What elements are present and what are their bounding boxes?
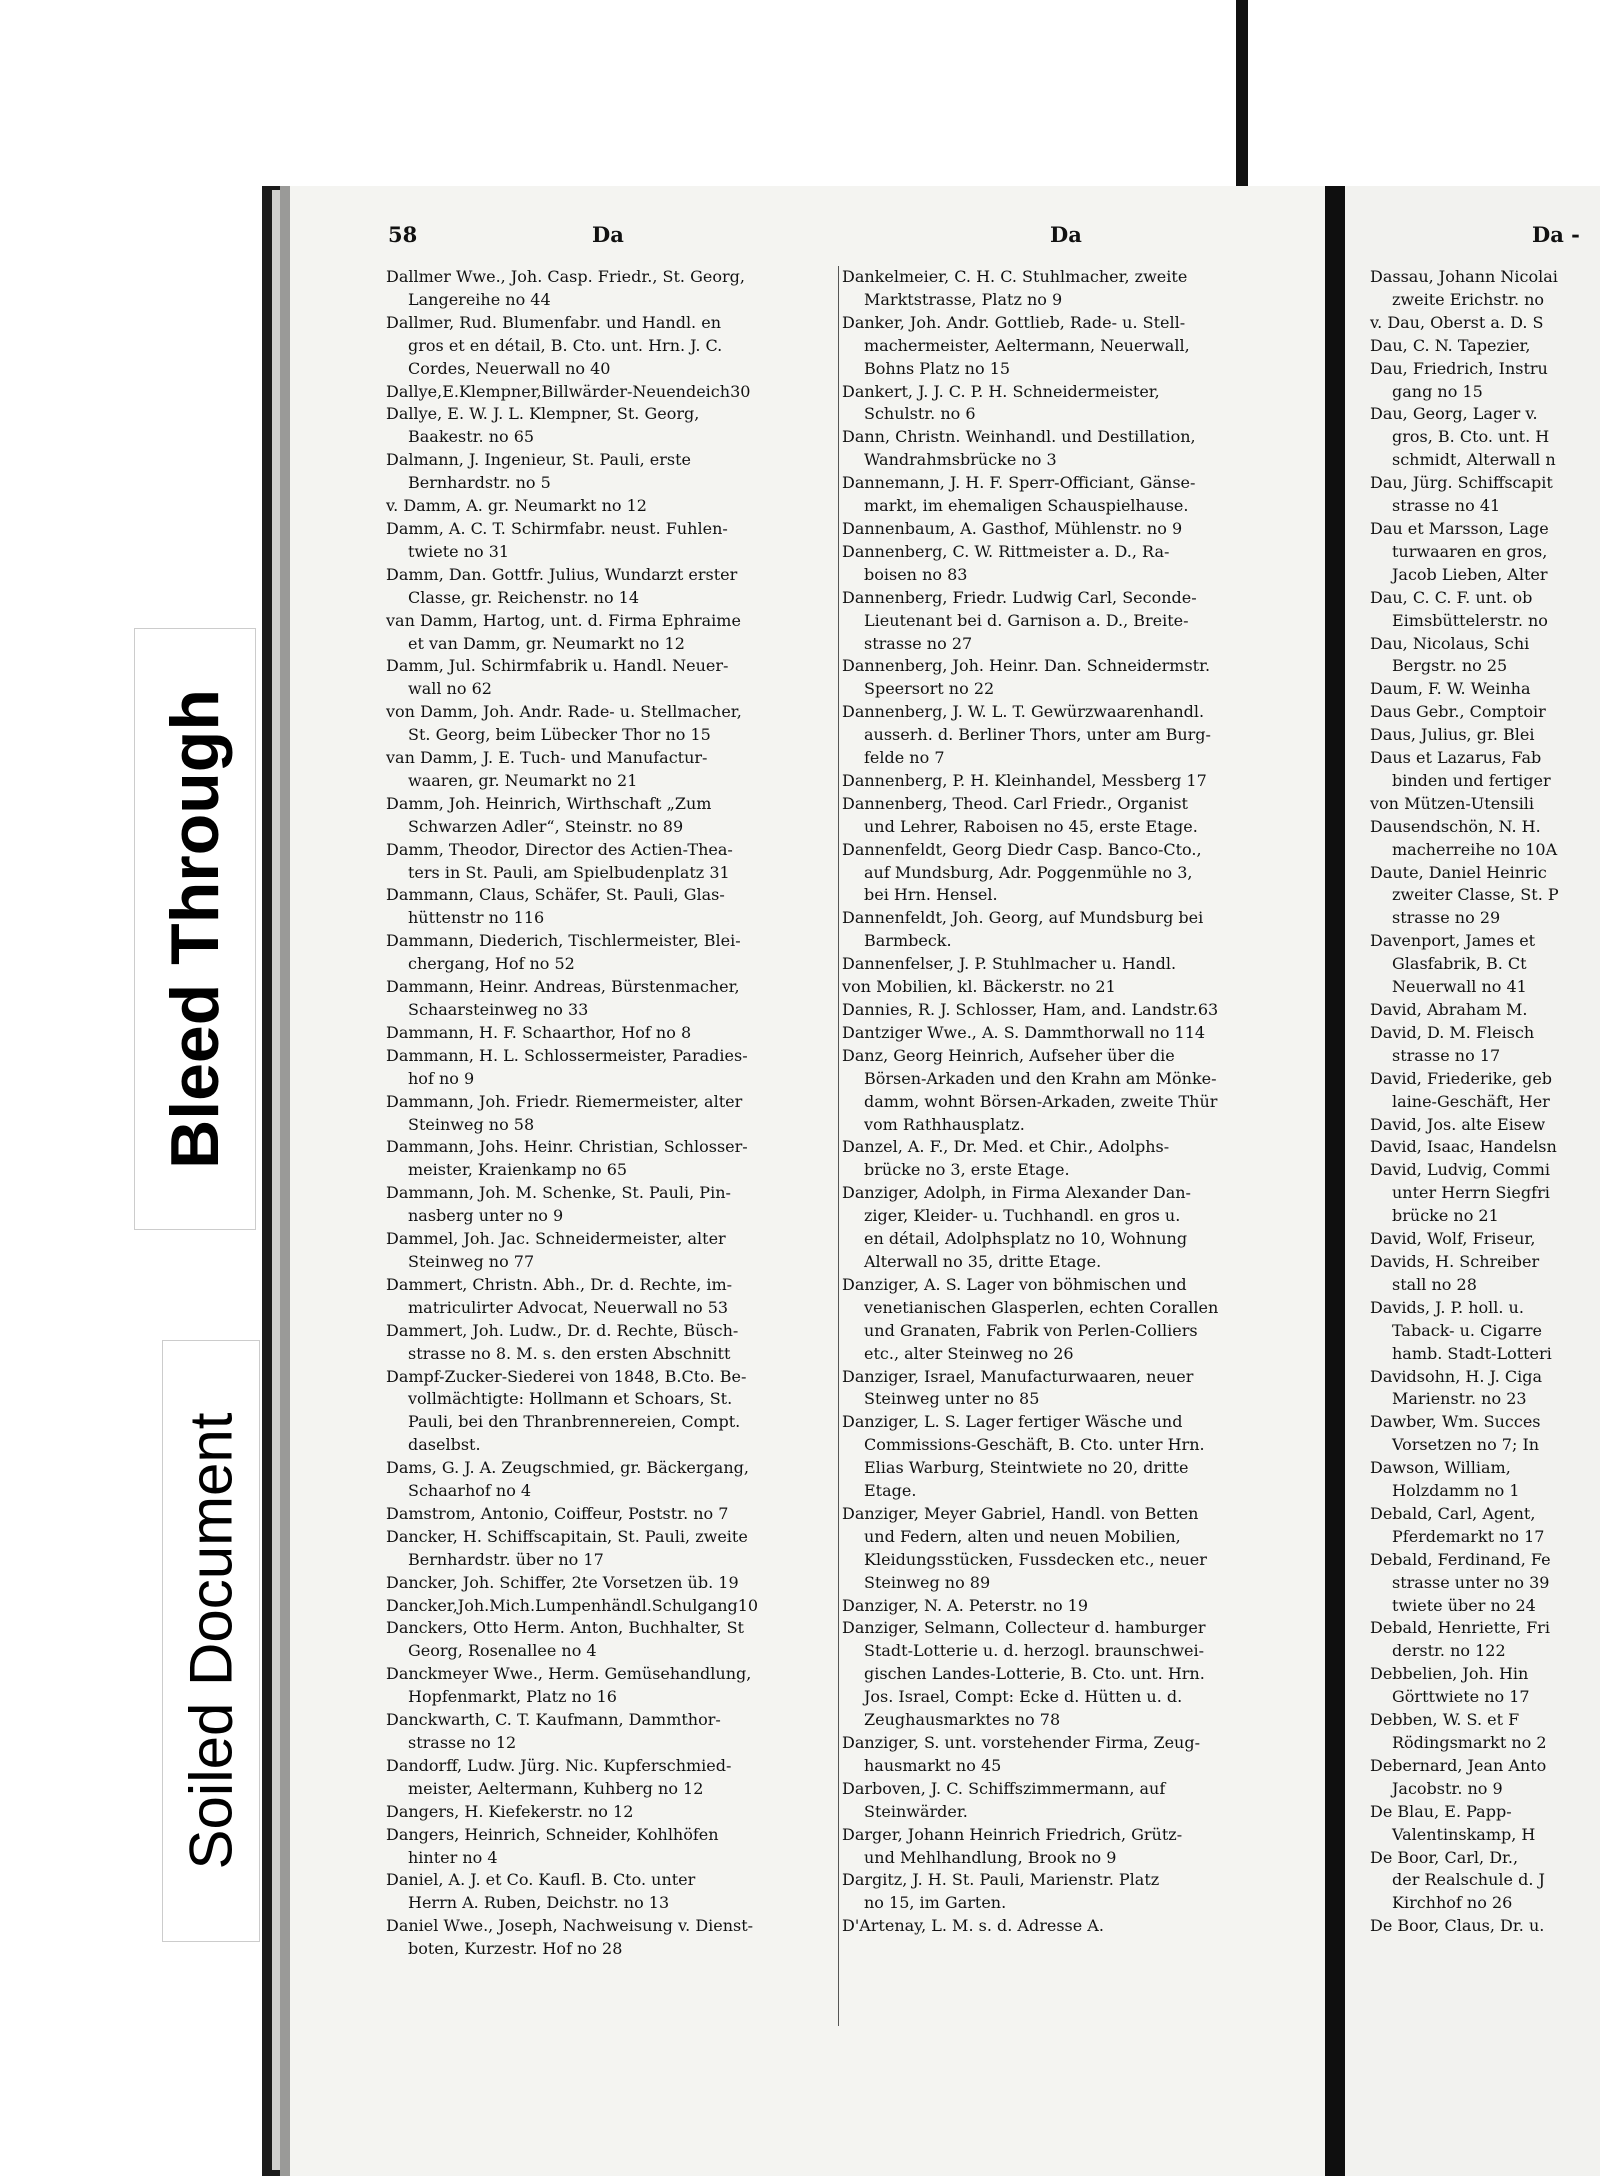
directory-line: Dannenberg, Joh. Heinr. Dan. Schneidermstr. <box>842 656 1211 676</box>
directory-line: Cordes, Neuerwall no 40 <box>408 358 611 378</box>
directory-line: hausmarkt no 45 <box>864 1755 1002 1775</box>
directory-line: David, Isaac, Handelsn <box>1370 1137 1557 1157</box>
directory-line: boten, Kurzestr. Hof no 28 <box>408 1939 623 1959</box>
directory-line: Dammann, Diederich, Tischlermeister, Blei- <box>386 931 741 951</box>
soiled-document-notice <box>162 1340 260 1942</box>
directory-line: meister, Kraienkamp no 65 <box>408 1160 628 1180</box>
directory-line: Damm, Theodor, Director des Actien-Thea- <box>386 839 733 859</box>
directory-line: De Boor, Carl, Dr., <box>1370 1847 1519 1867</box>
directory-line: Danziger, N. A. Peterstr. no 19 <box>842 1595 1089 1615</box>
directory-line: Dallmer, Rud. Blumenfabr. und Handl. en <box>386 312 721 332</box>
directory-line: Dau, C. C. F. unt. ob <box>1370 587 1533 607</box>
directory-line: Daus et Lazarus, Fab <box>1370 748 1542 768</box>
directory-line: Schaarhof no 4 <box>408 1481 532 1501</box>
directory-line: Darger, Johann Heinrich Friedrich, Grütz- <box>842 1824 1183 1844</box>
directory-line: Dancker, H. Schiffscapitain, St. Pauli, zweite <box>386 1526 748 1546</box>
directory-line: vom Rathhausplatz. <box>864 1114 1025 1134</box>
directory-line: Debald, Carl, Agent, <box>1370 1503 1536 1523</box>
directory-line: Dams, G. J. A. Zeugschmied, gr. Bäckergang, <box>386 1458 749 1478</box>
directory-line: Jacob Lieben, Alter <box>1392 564 1548 584</box>
directory-line: Speersort no 22 <box>864 679 995 699</box>
directory-line: strasse no 29 <box>1392 908 1501 928</box>
directory-line: van Damm, J. E. Tuch- und Manufactur- <box>386 748 708 768</box>
directory-line: Daniel Wwe., Joseph, Nachweisung v. Dienst- <box>386 1916 754 1936</box>
directory-line: Marienstr. no 23 <box>1392 1389 1527 1409</box>
directory-line: Danziger, Adolph, in Firma Alexander Dan- <box>842 1183 1191 1203</box>
directory-line: Daum, F. W. Weinha <box>1370 679 1531 699</box>
directory-line: boisen no 83 <box>864 564 968 584</box>
directory-line: van Damm, Hartog, unt. d. Firma Ephraime <box>386 610 741 630</box>
directory-line: vollmächtigte: Hollmann et Schoars, St. <box>408 1389 733 1409</box>
directory-line: Daniel, A. J. et Co. Kaufl. B. Cto. unter <box>386 1870 696 1890</box>
directory-line: brücke no 3, erste Etage. <box>864 1160 1070 1180</box>
directory-line: Dampf-Zucker-Siederei von 1848, B.Cto. Be- <box>386 1366 747 1386</box>
directory-line: schmidt, Alterwall n <box>1392 450 1556 470</box>
directory-line: Danzel, A. F., Dr. Med. et Chir., Adolphs- <box>842 1137 1170 1157</box>
directory-line: Kleidungsstücken, Fussdecken etc., neuer <box>864 1549 1207 1569</box>
directory-line: bei Hrn. Hensel. <box>864 885 998 905</box>
directory-line: strasse no 12 <box>408 1733 517 1752</box>
directory-line: no 15, im Garten. <box>864 1893 1007 1913</box>
directory-line: Valentinskamp, H <box>1392 1824 1536 1844</box>
directory-line: venetianischen Glasperlen, echten Corallen <box>864 1297 1219 1317</box>
directory-line: Danziger, Israel, Manufacturwaaren, neuer <box>842 1366 1194 1386</box>
directory-line: v. Damm, A. gr. Neumarkt no 12 <box>386 496 647 516</box>
directory-line: Daus Gebr., Comptoir <box>1370 702 1546 722</box>
directory-line: Dankelmeier, C. H. C. Stuhlmacher, zweite <box>842 267 1188 286</box>
directory-line: ters in St. Pauli, am Spielbudenplatz 31 <box>408 862 730 882</box>
directory-line: Etage. <box>864 1481 917 1501</box>
directory-line: Commissions-Geschäft, B. Cto. unter Hrn. <box>864 1435 1205 1455</box>
directory-line: Barmbeck. <box>864 931 952 951</box>
directory-line: strasse no 8. M. s. den ersten Abschnitt <box>408 1343 731 1363</box>
directory-line: strasse no 41 <box>1392 496 1501 516</box>
directory-line: Dannies, R. J. Schlosser, Ham, and. Landstr.63 <box>842 1000 1219 1019</box>
directory-line: Jacobstr. no 9 <box>1392 1778 1503 1798</box>
middle-column <box>842 266 1300 1938</box>
directory-line: Kirchhof no 26 <box>1392 1893 1513 1913</box>
directory-line: Dannenberg, Friedr. Ludwig Carl, Seconde- <box>842 587 1197 607</box>
directory-line: Rödingsmarkt no 2 <box>1392 1733 1547 1752</box>
directory-line: Bernhardstr. über no 17 <box>408 1549 604 1569</box>
header-center: Da <box>1050 222 1082 247</box>
directory-line: Lieutenant bei d. Garnison a. D., Breite- <box>864 610 1189 630</box>
directory-line: Elias Warburg, Steintwiete no 20, dritte <box>864 1458 1189 1478</box>
directory-line: St. Georg, beim Lübecker Thor no 15 <box>408 725 711 745</box>
directory-line: Davenport, James et <box>1370 931 1536 951</box>
directory-line: Dammel, Joh. Jac. Schneidermeister, alter <box>386 1229 726 1249</box>
directory-line: Debbelien, Joh. Hin <box>1370 1664 1529 1684</box>
directory-line: De Blau, E. Papp- <box>1370 1801 1512 1821</box>
directory-line: Dammann, Heinr. Andreas, Bürstenmacher, <box>386 977 740 997</box>
directory-line: stall no 28 <box>1392 1274 1477 1294</box>
directory-line: Classe, gr. Reichenstr. no 14 <box>408 587 640 607</box>
directory-line: der Realschule d. J <box>1392 1870 1545 1890</box>
directory-line: ziger, Kleider- u. Tuchhandl. en gros u. <box>864 1206 1181 1226</box>
directory-line: chergang, Hof no 52 <box>408 954 575 974</box>
directory-line: Dannenberg, C. W. Rittmeister a. D., Ra- <box>842 541 1170 561</box>
directory-line: unter Herrn Siegfri <box>1392 1183 1550 1203</box>
directory-line: und Federn, alten und neuen Mobilien, <box>864 1526 1181 1546</box>
directory-line: Dannenberg, P. H. Kleinhandel, Messberg 17 <box>842 770 1207 790</box>
bleed-through-label: Bleed Through <box>157 689 233 1169</box>
directory-line: und Lehrer, Raboisen no 45, erste Etage. <box>864 816 1198 836</box>
directory-line: twiete über no 24 <box>1392 1595 1536 1615</box>
directory-line: Damm, Joh. Heinrich, Wirthschaft „Zum <box>386 793 712 813</box>
bleed-through-notice <box>134 628 256 1230</box>
directory-line: strasse unter no 39 <box>1392 1572 1550 1592</box>
directory-line: Dau, Nicolaus, Schi <box>1370 633 1530 653</box>
directory-line: Danziger, Selmann, Collecteur d. hamburger <box>842 1618 1206 1638</box>
directory-line: Pauli, bei den Thranbrennereien, Compt. <box>408 1412 741 1432</box>
directory-line: matriculirter Advocat, Neuerwall no 53 <box>408 1297 729 1317</box>
directory-line: turwaaren en gros, <box>1392 541 1548 561</box>
directory-line: Davids, H. Schreiber <box>1370 1251 1540 1271</box>
directory-line: Dau, C. N. Tapezier, <box>1370 335 1531 355</box>
header-right: Da - <box>1532 222 1580 247</box>
directory-line: und Mehlhandlung, Brook no 9 <box>864 1847 1117 1867</box>
directory-line: Dassau, Johann Nicolai <box>1370 267 1558 286</box>
directory-line: Danz, Georg Heinrich, Aufseher über die <box>842 1045 1175 1065</box>
directory-line: Dawson, William, <box>1370 1458 1511 1478</box>
directory-line: und Granaten, Fabrik von Perlen-Colliers <box>864 1320 1198 1340</box>
directory-line: Dau, Georg, Lager v. <box>1370 404 1538 424</box>
top-white-strip <box>1236 0 1600 186</box>
directory-line: gros et en détail, B. Cto. unt. Hrn. J. C. <box>408 335 723 355</box>
directory-line: Bernhardstr. no 5 <box>408 473 551 493</box>
column-divider <box>838 266 839 2026</box>
directory-line: felde no 7 <box>864 748 945 768</box>
directory-line: ausserh. d. Berliner Thors, unter am Burg- <box>864 725 1211 745</box>
directory-line: Damm, A. C. T. Schirmfabr. neust. Fuhlen- <box>386 518 728 538</box>
directory-line: David, Jos. alte Eisew <box>1370 1114 1546 1134</box>
directory-line: Steinwärder. <box>864 1801 968 1821</box>
directory-line: gischen Landes-Lotterie, B. Cto. unt. Hrn. <box>864 1664 1205 1684</box>
directory-line: laine-Geschäft, Her <box>1392 1091 1550 1111</box>
directory-line: waaren, gr. Neumarkt no 21 <box>408 770 638 790</box>
directory-line: David, D. M. Fleisch <box>1370 1022 1535 1042</box>
directory-line: Dannenfeldt, Joh. Georg, auf Mundsburg bei <box>842 908 1204 928</box>
directory-line: Eimsbüttelerstr. no <box>1392 610 1548 630</box>
directory-line: gang no 15 <box>1392 381 1483 401</box>
directory-line: Debald, Henriette, Fri <box>1370 1618 1550 1638</box>
directory-line: Darboven, J. C. Schiffszimmermann, auf <box>842 1778 1166 1798</box>
directory-line: hamb. Stadt-Lotteri <box>1392 1343 1552 1363</box>
top-dark-bar <box>1236 0 1248 186</box>
directory-line: von Mützen-Utensili <box>1370 793 1535 813</box>
directory-line: Stadt-Lotterie u. d. herzogl. braunschwei- <box>864 1641 1205 1661</box>
directory-line: Bohns Platz no 15 <box>864 358 1011 378</box>
directory-line: Dammann, Joh. Friedr. Riemermeister, alter <box>386 1091 743 1111</box>
directory-line: Davids, J. P. holl. u. <box>1370 1297 1524 1317</box>
directory-line: Glasfabrik, B. Ct <box>1392 954 1527 974</box>
directory-line: gros, B. Cto. unt. H <box>1392 427 1550 447</box>
directory-line: Dallmer Wwe., Joh. Casp. Friedr., St. Georg, <box>386 267 745 286</box>
directory-line: von Damm, Joh. Andr. Rade- u. Stellmacher, <box>386 702 742 722</box>
directory-line: Steinweg no 77 <box>408 1251 535 1271</box>
directory-line: Vorsetzen no 7; In <box>1392 1435 1540 1455</box>
directory-line: Dargitz, J. H. St. Pauli, Marienstr. Platz <box>842 1870 1160 1890</box>
directory-line: Danziger, S. unt. vorstehender Firma, Zeug- <box>842 1733 1201 1752</box>
directory-line: Danziger, L. S. Lager fertiger Wäsche und <box>842 1412 1183 1432</box>
directory-line: machermeister, Aeltermann, Neuerwall, <box>864 335 1190 355</box>
directory-line: Hopfenmarkt, Platz no 16 <box>408 1687 617 1707</box>
directory-line: Danckwarth, C. T. Kaufmann, Dammthor- <box>386 1710 721 1730</box>
directory-line: Debald, Ferdinand, Fe <box>1370 1549 1551 1569</box>
directory-line: Steinweg unter no 85 <box>864 1389 1040 1409</box>
directory-line: hüttenstr no 116 <box>408 908 545 928</box>
directory-line: Dannemann, J. H. F. Sperr-Officiant, Gänse- <box>842 473 1196 493</box>
directory-line: Dammann, Joh. M. Schenke, St. Pauli, Pin- <box>386 1183 731 1203</box>
directory-line: Danckers, Otto Herm. Anton, Buchhalter, St <box>386 1618 744 1638</box>
directory-line: Marktstrasse, Platz no 9 <box>864 289 1063 309</box>
directory-line: zweite Erichstr. no <box>1392 289 1545 309</box>
directory-line: Schwarzen Adler“, Steinstr. no 89 <box>408 816 684 836</box>
directory-line: Dalmann, J. Ingenieur, St. Pauli, erste <box>386 450 691 470</box>
directory-line: derstr. no 122 <box>1392 1641 1506 1661</box>
directory-line: Dallye,E.Klempner,Billwärder-Neuendeich30 <box>386 381 751 401</box>
directory-line: Dau, Friedrich, Instru <box>1370 358 1548 378</box>
directory-line: hof no 9 <box>408 1068 475 1088</box>
directory-line: Dau, Jürg. Schiffscapit <box>1370 473 1553 493</box>
directory-line: Dammann, Johs. Heinr. Christian, Schlosser- <box>386 1137 748 1157</box>
directory-line: Danziger, A. S. Lager von böhmischen und <box>842 1274 1187 1294</box>
directory-line: Dammert, Joh. Ludw., Dr. d. Rechte, Büsch- <box>386 1320 739 1340</box>
directory-line: daselbst. <box>408 1435 481 1455</box>
directory-line: Jos. Israel, Compt: Ecke d. Hütten u. d. <box>864 1687 1183 1707</box>
page-number: 58 <box>388 222 418 247</box>
directory-line: Debernard, Jean Anto <box>1370 1755 1547 1775</box>
directory-line: David, Wolf, Friseur, <box>1370 1229 1536 1249</box>
directory-line: Dann, Christn. Weinhandl. und Destillation, <box>842 427 1196 447</box>
directory-line: Schaarsteinweg no 33 <box>408 1000 589 1019</box>
directory-line: hinter no 4 <box>408 1847 498 1867</box>
directory-line: Dammann, Claus, Schäfer, St. Pauli, Glas- <box>386 885 725 905</box>
directory-line: Schulstr. no 6 <box>864 404 976 424</box>
directory-line: Steinweg no 58 <box>408 1114 535 1134</box>
directory-line: brücke no 21 <box>1392 1206 1499 1226</box>
directory-line: zweiter Classe, St. P <box>1392 885 1559 905</box>
directory-line: Görttwiete no 17 <box>1392 1687 1530 1707</box>
directory-line: Dausendschön, N. H. <box>1370 816 1541 836</box>
directory-line: Dantziger Wwe., A. S. Dammthorwall no 114 <box>842 1022 1206 1042</box>
directory-line: Steinweg no 89 <box>864 1572 991 1592</box>
directory-line: Dammann, H. L. Schlossermeister, Paradies- <box>386 1045 748 1065</box>
directory-line: Taback- u. Cigarre <box>1392 1320 1542 1340</box>
directory-line: Dangers, H. Kiefekerstr. no 12 <box>386 1801 634 1821</box>
directory-line: Dammert, Christn. Abh., Dr. d. Rechte, im- <box>386 1274 733 1294</box>
directory-line: wall no 62 <box>408 679 492 699</box>
directory-line: Holzdamm no 1 <box>1392 1481 1520 1501</box>
directory-line: macherreihe no 10A <box>1392 839 1558 859</box>
directory-line: Pferdemarkt no 17 <box>1392 1526 1545 1546</box>
book-gutter <box>1325 186 1345 2176</box>
directory-line: Herrn A. Ruben, Deichstr. no 13 <box>408 1893 670 1913</box>
directory-line: markt, im ehemaligen Schauspielhause. <box>864 496 1189 516</box>
directory-line: Danckmeyer Wwe., Herm. Gemüsehandlung, <box>386 1664 752 1684</box>
directory-line: nasberg unter no 9 <box>408 1206 564 1226</box>
directory-line: Baakestr. no 65 <box>408 427 535 447</box>
directory-line: von Mobilien, kl. Bäckerstr. no 21 <box>842 977 1116 997</box>
directory-line: Dau et Marsson, Lage <box>1370 518 1549 538</box>
directory-line: Damm, Jul. Schirmfabrik u. Handl. Neuer- <box>386 656 729 676</box>
directory-line: Zeughausmarktes no 78 <box>864 1710 1061 1730</box>
directory-line: Dannenbaum, A. Gasthof, Mühlenstr. no 9 <box>842 518 1183 538</box>
directory-line: en détail, Adolphsplatz no 10, Wohnung <box>864 1229 1188 1249</box>
directory-line: Neuerwall no 41 <box>1392 977 1527 997</box>
header-left: Da <box>592 222 624 247</box>
directory-line: Dannenberg, J. W. L. T. Gewürzwaarenhandl. <box>842 702 1205 722</box>
directory-line: Dannenfelser, J. P. Stuhlmacher u. Handl. <box>842 954 1177 974</box>
directory-line: Dallye, E. W. J. L. Klempner, St. Georg, <box>386 404 700 424</box>
right-column <box>1370 266 1600 1938</box>
directory-line: Bergstr. no 25 <box>1392 656 1508 676</box>
directory-line: meister, Aeltermann, Kuhberg no 12 <box>408 1778 704 1798</box>
directory-line: De Boor, Claus, Dr. u. <box>1370 1916 1545 1936</box>
directory-line: Daute, Daniel Heinric <box>1370 862 1547 882</box>
directory-line: etc., alter Steinweg no 26 <box>864 1343 1074 1363</box>
directory-line: David, Friederike, geb <box>1370 1068 1553 1088</box>
directory-line: Dandorff, Ludw. Jürg. Nic. Kupferschmied- <box>386 1755 732 1775</box>
directory-line: Georg, Rosenallee no 4 <box>408 1641 597 1661</box>
directory-line: damm, wohnt Börsen-Arkaden, zweite Thür <box>864 1091 1218 1111</box>
directory-line: et van Damm, gr. Neumarkt no 12 <box>408 633 685 653</box>
directory-line: Dawber, Wm. Succes <box>1370 1412 1541 1432</box>
directory-line: Damstrom, Antonio, Coiffeur, Poststr. no 7 <box>386 1503 729 1523</box>
directory-line: strasse no 27 <box>864 633 973 653</box>
directory-line: Dannenberg, Theod. Carl Friedr., Organist <box>842 793 1188 813</box>
soiled-document-label: Soiled Document <box>177 1412 245 1870</box>
directory-line: Danziger, Meyer Gabriel, Handl. von Betten <box>842 1503 1199 1523</box>
page-edge <box>272 190 280 2170</box>
directory-line: David, Ludvig, Commi <box>1370 1160 1551 1180</box>
directory-line: auf Mundsburg, Adr. Poggenmühle no 3, <box>864 862 1193 882</box>
directory-line: Debben, W. S. et F <box>1370 1710 1520 1730</box>
directory-line: Davidsohn, H. J. Ciga <box>1370 1366 1542 1386</box>
directory-line: D'Artenay, L. M. s. d. Adresse A. <box>842 1916 1104 1936</box>
directory-line: Daus, Julius, gr. Blei <box>1370 725 1535 745</box>
directory-line: Dancker,Joh.Mich.Lumpenhändl.Schulgang10 <box>386 1595 759 1615</box>
directory-line: twiete no 31 <box>408 541 510 561</box>
directory-line: binden und fertiger <box>1392 770 1551 790</box>
directory-line: Dammann, H. F. Schaarthor, Hof no 8 <box>386 1022 692 1042</box>
directory-line: v. Dau, Oberst a. D. S <box>1370 312 1544 332</box>
directory-line: Dannenfeldt, Georg Diedr Casp. Banco-Cto., <box>842 839 1202 859</box>
left-column <box>386 266 836 1961</box>
directory-line: Wandrahmsbrücke no 3 <box>864 450 1057 470</box>
directory-line: Danker, Joh. Andr. Gottlieb, Rade- u. Stell- <box>842 312 1186 332</box>
directory-line: David, Abraham M. <box>1370 1000 1528 1019</box>
directory-line: Dangers, Heinrich, Schneider, Kohlhöfen <box>386 1824 719 1844</box>
directory-line: Damm, Dan. Gottfr. Julius, Wundarzt erster <box>386 564 738 584</box>
directory-line: Langereihe no 44 <box>408 289 551 309</box>
directory-line: Alterwall no 35, dritte Etage. <box>864 1251 1102 1271</box>
directory-line: Börsen-Arkaden und den Krahn am Mönke- <box>864 1068 1217 1088</box>
directory-line: strasse no 17 <box>1392 1045 1501 1065</box>
directory-line: Dankert, J. J. C. P. H. Schneidermeister, <box>842 381 1160 401</box>
directory-line: Dancker, Joh. Schiffer, 2te Vorsetzen üb. 19 <box>386 1572 739 1592</box>
